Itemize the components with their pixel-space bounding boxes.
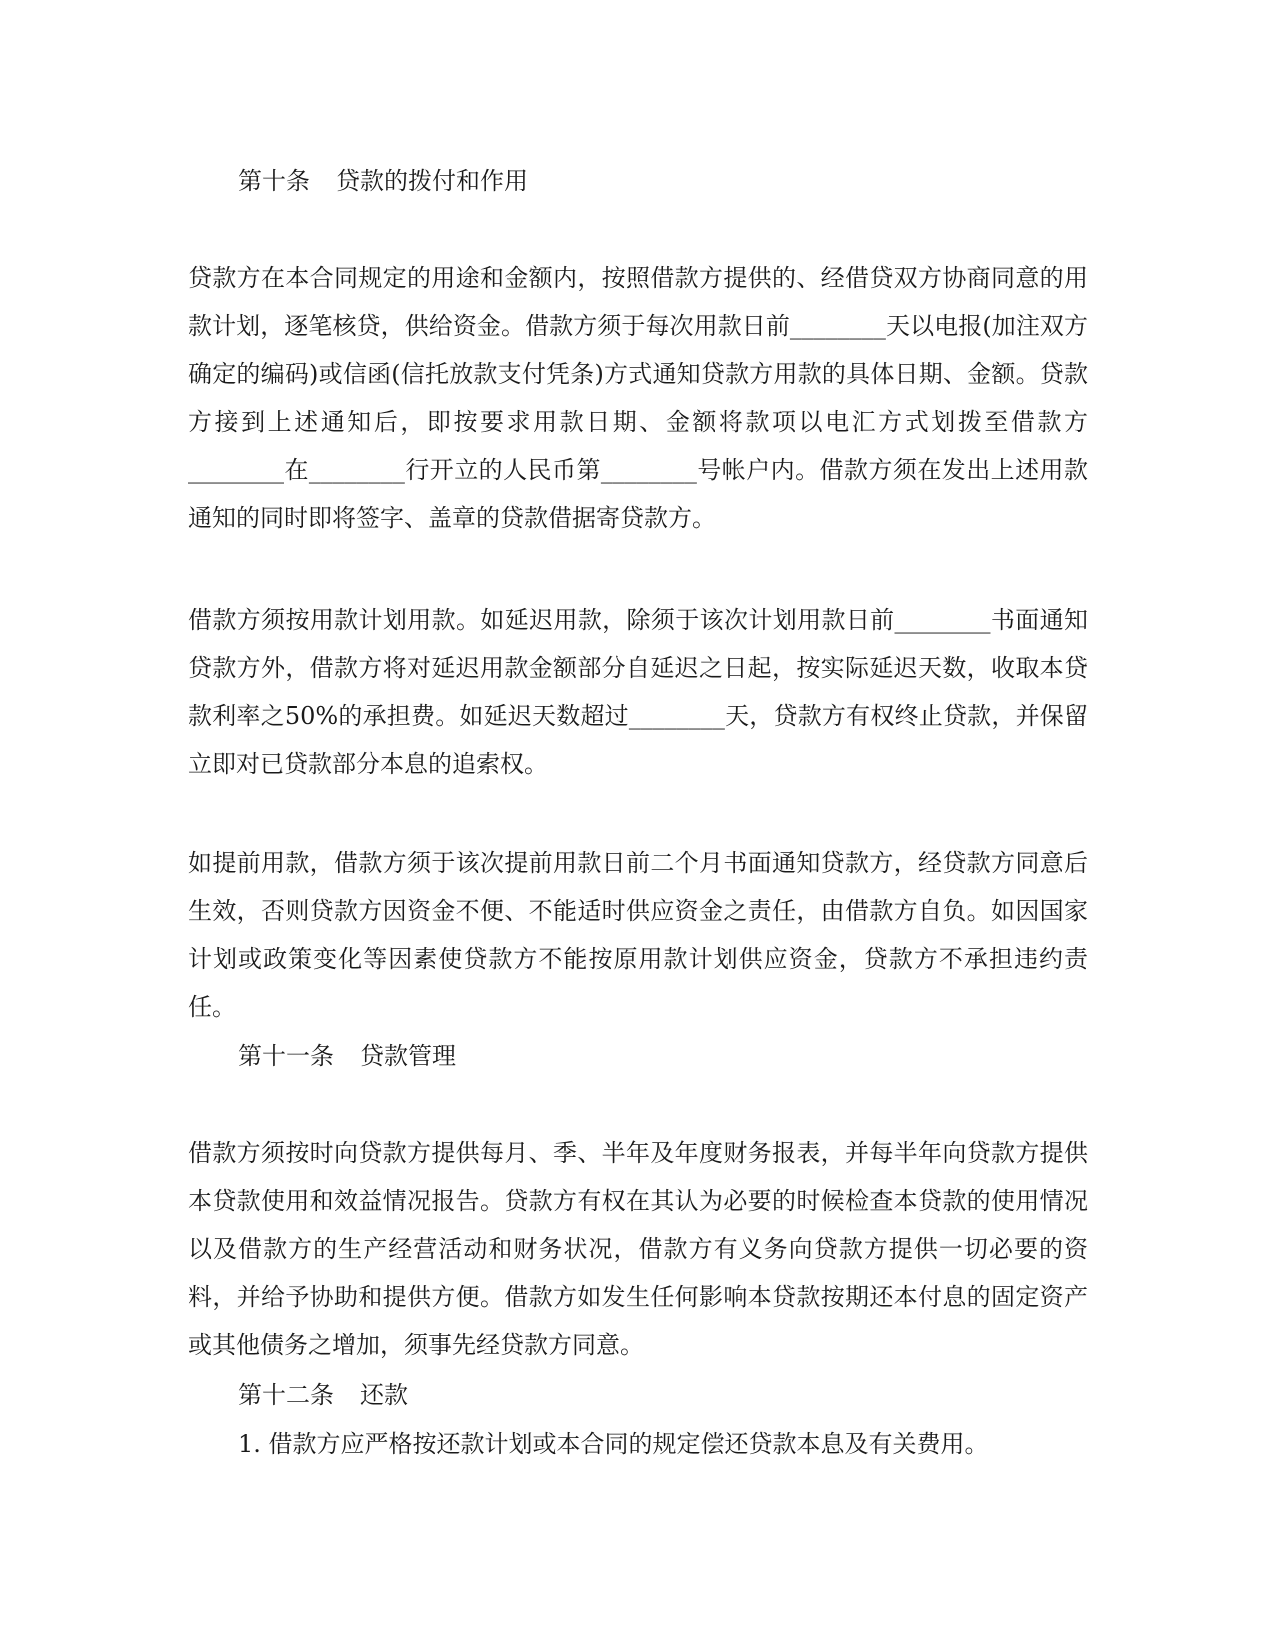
article-11-title: 贷款管理: [360, 1042, 456, 1070]
article-10-paragraph-2: 借款方须按用款计划用款。如延迟用款，除须于该次计划用款日前________书面通知贷款方外，借款方将对延迟用款金额部分自延迟之日起，按实际延迟天数，收取本贷款利率之50%的承担费。如延迟天数超过________天，贷款方有权终止贷款，并保留立即对已贷款部分本息的追索权。: [188, 606, 1088, 778]
article-10-heading: [238, 157, 528, 205]
article-12-item-1: 1. 借款方应严格按还款计划或本合同的规定偿还贷款本息及有关费用。: [238, 1430, 989, 1458]
article-11-heading: [238, 1032, 456, 1080]
article-11-paragraph-1: 借款方须按时向贷款方提供每月、季、半年及年度财务报表，并每半年向贷款方提供本贷款使用和效益情况报告。贷款方有权在其认为必要的时候检查本贷款的使用情况以及借款方的生产经营活动和财务状况，借款方有义务向贷款方提供一切必要的资料，并给予协助和提供方便。借款方如发生任何影响本贷款按期还本付息的固定资产或其他债务之增加，须事先经贷款方同意。: [188, 1139, 1088, 1359]
article-12-title: 还款: [360, 1381, 408, 1409]
article-10-number: 第十条: [238, 167, 310, 195]
article-12-heading: [238, 1371, 408, 1419]
article-10-title: 贷款的拨付和作用: [336, 167, 528, 195]
article-10-paragraph-3: 如提前用款，借款方须于该次提前用款日前二个月书面通知贷款方，经贷款方同意后生效，否则贷款方因资金不便、不能适时供应资金之责任，由借款方自负。如因国家计划或政策变化等因素使贷款方不能按原用款计划供应资金，贷款方不承担违约责任。: [188, 849, 1088, 1021]
article-12-number: 第十二条: [238, 1381, 334, 1409]
article-11-number: 第十一条: [238, 1042, 334, 1070]
article-10-paragraph-1: 贷款方在本合同规定的用途和金额内，按照借款方提供的、经借贷双方协商同意的用款计划，逐笔核贷，供给资金。借款方须于每次用款日前________天以电报(加注双方确定的编码)或信函(信托放款支付凭条)方式通知贷款方用款的具体日期、金额。贷款方接到上述通知后，即按要求用款日期、金额将款项以电汇方式划拨至借款方________在________行开立的人民币第________号帐户内。借款方须在发出上述用款通知的同时即将签字、盖章的贷款借据寄贷款方。: [188, 264, 1088, 532]
